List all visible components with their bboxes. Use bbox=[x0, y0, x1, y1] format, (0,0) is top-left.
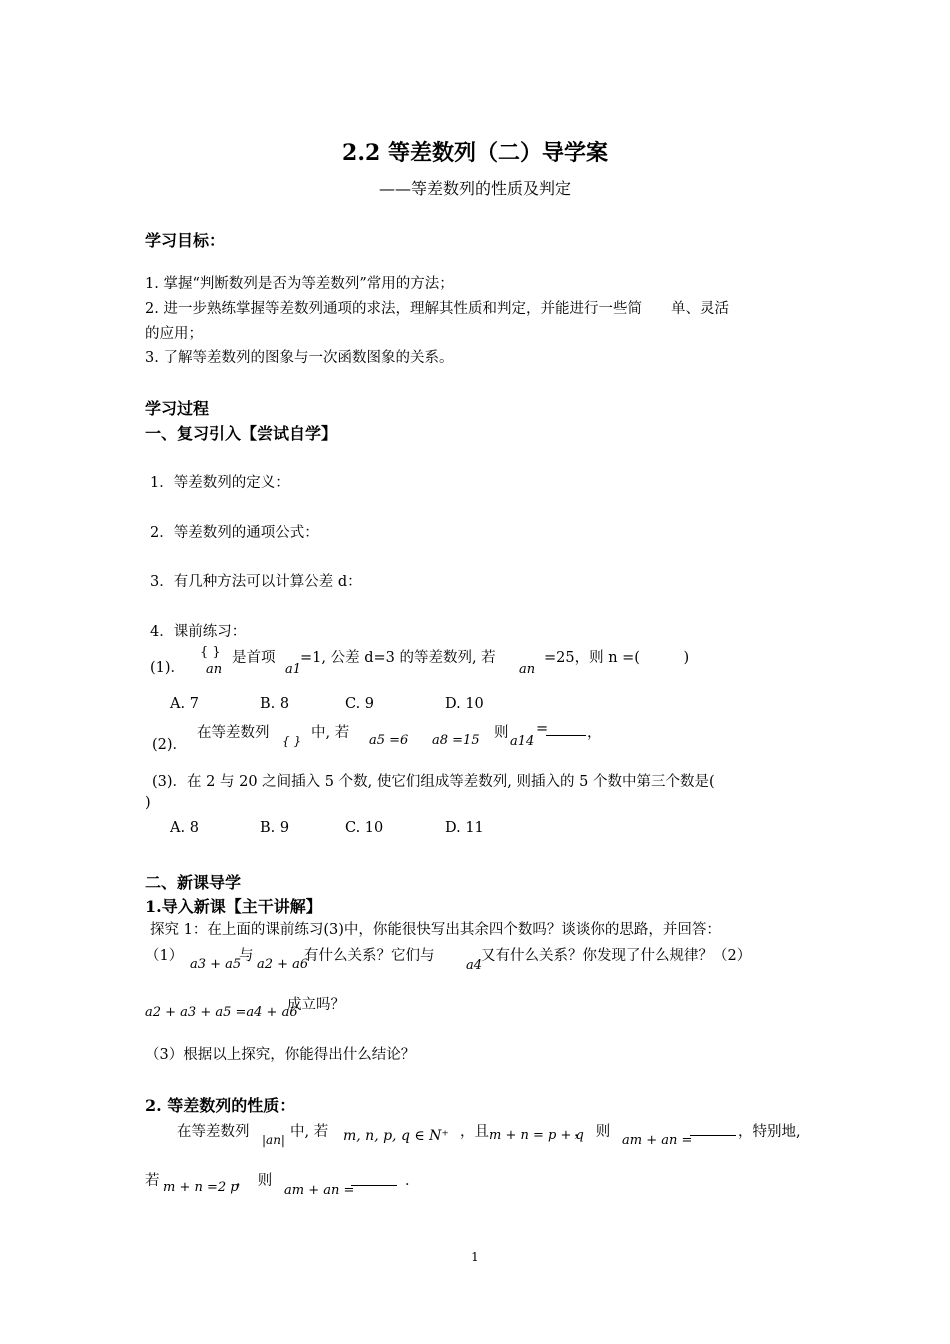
property-cond2: m + n =2 p bbox=[163, 1180, 239, 1195]
review-item: 2．等差数列的通项公式： bbox=[150, 525, 319, 541]
property-expr: am + an = bbox=[622, 1133, 693, 1148]
q1-text-b: =1, 公差 d=3 的等差数列, 若 bbox=[300, 650, 496, 666]
page-subtitle: ——等差数列的性质及判定 bbox=[378, 179, 571, 198]
property-cond: m + n = p + q bbox=[489, 1128, 584, 1143]
property-answer-blank-2 bbox=[351, 1185, 397, 1186]
q2-text-c: 则 bbox=[494, 725, 509, 741]
goal-item: 3. 了解等差数列的图象与一次函数图象的关系。 bbox=[145, 350, 454, 366]
property-t3: ，且 bbox=[460, 1124, 489, 1140]
property-answer-blank bbox=[690, 1135, 736, 1136]
q1-text-c: =25，则 n =( ) bbox=[544, 650, 690, 666]
new-lesson-heading: 二、新课导学 bbox=[145, 873, 242, 892]
q1-text-a: 是首项 bbox=[232, 650, 276, 666]
explore-expr1: a3 + a5 bbox=[190, 957, 242, 972]
property-t6: 若 bbox=[145, 1173, 160, 1189]
goals-heading: 学习目标： bbox=[145, 231, 226, 250]
review-heading: 一、复习引入【尝试自学】 bbox=[145, 424, 338, 443]
q1-a1: a1 bbox=[285, 662, 302, 677]
property-heading: 2. 等差数列的性质： bbox=[145, 1096, 296, 1115]
goal-item: 1. 掌握“判断数列是否为等差数列”常用的方法； bbox=[145, 276, 454, 292]
explore-rel1: 有什么关系？它们与 bbox=[304, 948, 435, 964]
explore-expr3: a4 bbox=[466, 958, 483, 973]
q2-seq: { } bbox=[282, 734, 302, 748]
q2-eq: = bbox=[536, 721, 549, 737]
q3-option-d: D. 11 bbox=[445, 820, 484, 836]
q2-a5: a5 =6 bbox=[369, 733, 409, 748]
q2-text-a: 在等差数列 bbox=[197, 725, 270, 741]
explore-holds: 成立吗？ bbox=[287, 997, 345, 1013]
goal-item: 的应用； bbox=[145, 326, 203, 342]
q3-option-a: A. 8 bbox=[170, 820, 199, 836]
q1-option-b: B. 8 bbox=[260, 696, 290, 712]
property-t5: ，特别地, bbox=[738, 1124, 801, 1140]
property-vars: m, n, p, q ∈ N⁺ bbox=[343, 1128, 449, 1144]
explore-expr2: a2 + a6 bbox=[257, 957, 309, 972]
explore-p1: （1） bbox=[145, 948, 184, 964]
q2-a8: a8 =15 bbox=[432, 733, 480, 748]
q3-line1: (3)．在 2 与 20 之间插入 5 个数, 使它们组成等差数列, 则插入的 5 个数中第三个数是( bbox=[152, 774, 715, 790]
q2-prefix: (2)． bbox=[152, 737, 188, 753]
q1-seq-brace: { } bbox=[200, 645, 221, 660]
explore-line1: 探究 1：在上面的课前练习(3)中，你能很快写出其余四个数吗？谈谈你的思路，并回答： bbox=[150, 922, 721, 938]
process-heading: 学习过程 bbox=[145, 399, 210, 418]
goal-item: 2. 进一步熟练掌握等差数列通项的求法，理解其性质和判定，并能进行一些简 单、灵活 bbox=[145, 301, 729, 317]
property-seq: |an| bbox=[262, 1133, 285, 1147]
q2-text-b: 中, 若 bbox=[311, 725, 350, 741]
explore-line3: （3）根据以上探究，你能得出什么结论？ bbox=[145, 1047, 416, 1063]
property-t2: 中, 若 bbox=[290, 1124, 329, 1140]
q2-a14: a14 bbox=[510, 734, 535, 749]
explore-expr4: a2 + a3 + a5 =a4 + a6 bbox=[145, 1005, 298, 1020]
property-expr2: am + an = bbox=[284, 1183, 355, 1198]
q1-an: an bbox=[206, 662, 223, 677]
q2-answer-blank bbox=[546, 735, 586, 736]
q3-line2: ) bbox=[145, 795, 151, 811]
property-end: ． bbox=[405, 1173, 420, 1189]
q1-an-2: an bbox=[519, 662, 536, 677]
property-t1: 在等差数列 bbox=[177, 1124, 250, 1140]
explore-rel2: 又有什么关系？你发现了什么规律？（2） bbox=[481, 948, 752, 964]
q2-end: ， bbox=[587, 725, 602, 741]
q1-option-a: A. 7 bbox=[170, 696, 199, 712]
q3-option-c: C. 10 bbox=[345, 820, 384, 836]
page-number: 1 bbox=[471, 1250, 479, 1264]
q1-option-c: C. 9 bbox=[345, 696, 375, 712]
property-t4: ， 则 bbox=[574, 1124, 611, 1140]
review-item: 4．课前练习： bbox=[150, 624, 247, 640]
q3-option-b: B. 9 bbox=[260, 820, 290, 836]
explore-with: 与 bbox=[239, 948, 254, 964]
page-title: 2.2 等差数列（二）导学案 bbox=[342, 140, 608, 166]
q1-prefix: (1)． bbox=[150, 660, 186, 676]
review-item: 1．等差数列的定义： bbox=[150, 475, 290, 491]
review-item: 3．有几种方法可以计算公差 d： bbox=[150, 574, 362, 590]
q1-option-d: D. 10 bbox=[445, 696, 484, 712]
intro-heading: 1.导入新课【主干讲解】 bbox=[145, 897, 322, 916]
property-t7: ， 则 bbox=[236, 1173, 273, 1189]
